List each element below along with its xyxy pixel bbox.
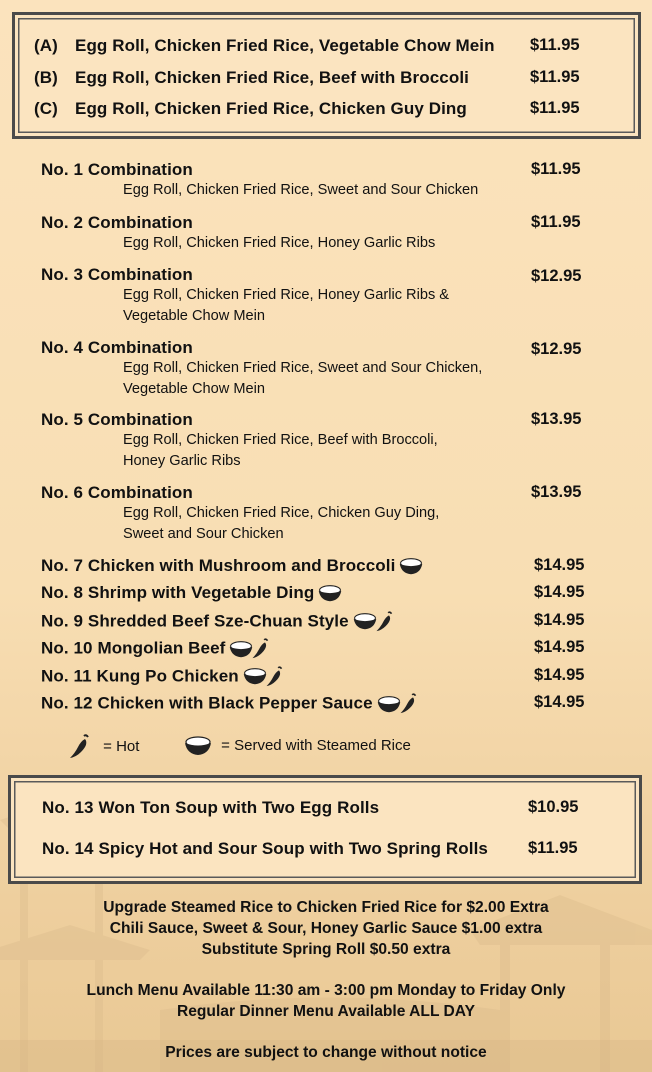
dish-name: No. 12 Chicken with Black Pepper Sauce <box>41 693 373 713</box>
set-item-name: Egg Roll, Chicken Fried Rice, Beef with Broccoli <box>75 67 469 87</box>
dish-name: No. 11 Kung Po Chicken <box>41 666 239 686</box>
soup-price: $10.95 <box>528 798 579 816</box>
combination-title: No. 6 Combination <box>41 483 193 502</box>
set-item-code: (A) <box>34 36 58 55</box>
dish-name: No. 8 Shrimp with Vegetable Ding <box>41 583 315 603</box>
dish-price: $14.95 <box>534 583 585 602</box>
dish-item <box>41 611 394 633</box>
dish-name: No. 7 Chicken with Mushroom and Broccoli <box>41 556 396 575</box>
set-item-name: Egg Roll, Chicken Fried Rice, Chicken Guy Ding <box>75 99 467 118</box>
combination-title: No. 5 Combination <box>41 410 193 429</box>
combination-description: Egg Roll, Chicken Fried Rice, Chicken Guy Ding, <box>123 505 440 521</box>
combination-price: $11.95 <box>531 160 581 178</box>
combination-description: Sweet and Sour Chicken <box>123 525 284 542</box>
combination-description: Egg Roll, Chicken Fried Rice, Honey Garlic Ribs & <box>123 287 450 303</box>
set-item-price: $11.95 <box>530 36 580 54</box>
rice-bowl-icon <box>317 583 343 604</box>
combination-description: Vegetable Chow Mein <box>123 380 265 397</box>
dish-price: $14.95 <box>534 693 585 711</box>
set-item-price: $11.95 <box>530 99 580 117</box>
soup-price: $11.95 <box>528 839 578 857</box>
dish-price: $14.95 <box>534 665 585 684</box>
note-dinner: Regular Dinner Menu Available ALL DAY <box>176 1003 476 1020</box>
combination-description: Egg Roll, Chicken Fried Rice, Sweet and Sour Chicken, <box>123 360 483 376</box>
combination-price: $11.95 <box>531 213 581 231</box>
set-item-name: Egg Roll, Chicken Fried Rice, Vegetable Chow Mein <box>75 36 495 55</box>
combination-title: No. 4 Combination <box>41 338 193 357</box>
set-item-code: (C) <box>34 99 58 118</box>
note-upgrade: Upgrade Steamed Rice to Chicken Fried Rice for $2.00 Extra <box>103 899 549 916</box>
dish-price: $14.95 <box>534 638 585 657</box>
dish-item <box>41 556 424 577</box>
set-item-code: (B) <box>34 67 58 87</box>
chili-pepper-icon <box>250 638 270 660</box>
dish-name: No. 9 Shredded Beef Sze-Chuan Style <box>41 611 349 631</box>
rice-bowl-icon <box>183 734 213 758</box>
combination-description: Egg Roll, Chicken Fried Rice, Honey Garlic Ribs <box>123 235 436 251</box>
chili-pepper-icon <box>374 611 394 633</box>
rice-bowl-icon <box>398 556 424 577</box>
set-item-price: $11.95 <box>530 67 580 86</box>
combination-price: $12.95 <box>531 340 582 358</box>
soup-name: No. 14 Spicy Hot and Sour Soup with Two Spring Rolls <box>42 839 488 858</box>
combination-description: Honey Garlic Ribs <box>123 452 241 469</box>
dish-name: No. 10 Mongolian Beef <box>41 638 226 658</box>
dish-price: $14.95 <box>534 556 585 574</box>
note-prices: Prices are subject to change without notice <box>165 1044 487 1061</box>
dish-item <box>41 666 284 688</box>
soup-name: No. 13 Won Ton Soup with Two Egg Rolls <box>42 798 380 817</box>
combination-price: $13.95 <box>531 410 582 428</box>
chili-pepper-icon <box>264 666 284 688</box>
combination-description: Egg Roll, Chicken Fried Rice, Beef with Broccoli, <box>123 432 438 448</box>
note-spring-roll: Substitute Spring Roll $0.50 extra <box>201 941 451 958</box>
legend-hot: = Hot <box>64 734 139 760</box>
combination-price: $13.95 <box>531 483 582 501</box>
legend-rice: = Served with Steamed Rice <box>180 734 411 758</box>
dish-price: $14.95 <box>534 610 585 629</box>
chili-pepper-icon <box>398 693 418 715</box>
combination-title: No. 1 Combination <box>41 160 193 179</box>
dish-item <box>41 693 418 715</box>
note-sauce: Chili Sauce, Sweet & Sour, Honey Garlic Sauce $1.00 extra <box>109 920 543 937</box>
dish-item <box>41 638 270 660</box>
chili-pepper-icon <box>67 734 91 760</box>
soup-box <box>8 775 642 884</box>
combination-title: No. 2 Combination <box>41 213 193 232</box>
combination-title: No. 3 Combination <box>41 265 193 284</box>
combination-description: Vegetable Chow Mein <box>123 307 265 324</box>
combination-description: Egg Roll, Chicken Fried Rice, Sweet and Sour Chicken <box>123 182 479 198</box>
note-lunch: Lunch Menu Available 11:30 am - 3:00 pm Monday to Friday Only <box>86 982 566 999</box>
dish-item <box>41 583 343 604</box>
combination-price: $12.95 <box>531 267 582 285</box>
